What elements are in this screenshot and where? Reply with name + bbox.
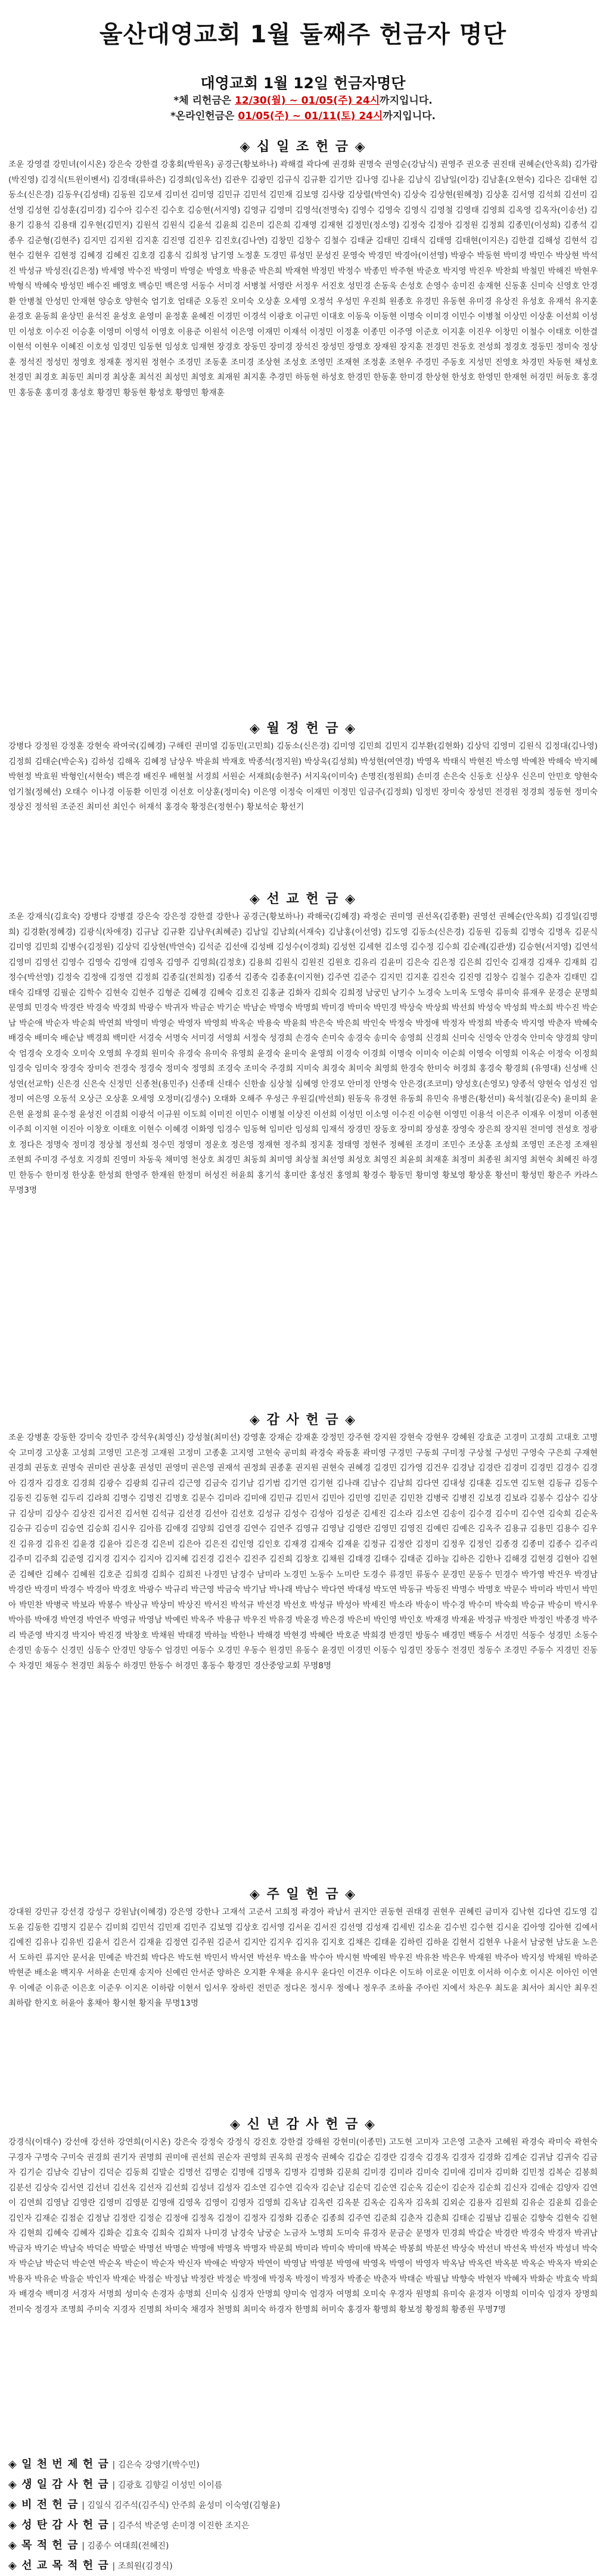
name-list-sunday: [8, 1905, 598, 2102]
page-subtitle: 대영교회 1월 12일 헌금자명단: [200, 75, 406, 92]
offering-label: ◈ 비 전 헌 금: [8, 2499, 79, 2511]
notes: [8, 93, 598, 124]
offering-row: [8, 2535, 598, 2556]
names-text: 강병다 강정원 강정훈 강현숙 곽여국(김혜경) 구해린 권미열 김동민(고민희) 김동소(신은경) 김미영 김민희 김민지 김부환(김현화) 김상덕 김영미 김원식 김정대(김나영) 김정희 김태순(박순옥) 김하성 김해옥 김혜정 남상우 박윤희 박재호 박종석(정지원) 박상욱(김성희) 박성현(여연경) 박영옥 박태식 박현진 박소영 박예찬 박해숙 박지혜 박현정 박효원 박형인(서현숙) 백은경 배진우 배현철 서경희 서원순 서재희(송현주) 서지욱(이미숙) 손명진(정원희) 손미경 손은숙 신동호 신상우 신은미 안민호 양현숙 엄기철(정혜선) 오태수 이나경 이동환 이민경 이선호 이상훈(정미숙) 이은영 이정숙 이재민 이정민 임금주(김정희) 임정빈 장미숙 장성민 전경원 정경희 정동현 정미숙 정상진 정석원 조준진 최미선 최인수 허재석 홍경숙 황정은(정현수) 황보석순 황선기: [8, 741, 598, 812]
section-heading-mission: ◈ 선 교 헌 금 ◈: [249, 892, 357, 907]
offering-label: ◈ 성 탄 감 사 헌 금: [8, 2519, 109, 2531]
names-text: 조운 강재식(김효숙) 강병다 강병결 강은숙 강은정 강한결 강한나 공경근(황보하나) 곽해국(김혜경) 곽정순 권미영 권선옥(김종환) 권영선 권혜순(안옥희) 김경일(김명희) 김경환(정혜경) 김광식(차애경) 김규남 김규환 김남우(최혜준) 김남일 김남희(서재숙) 김남홍(이선영) 김도영 김동소(신은경) 김동원 김동희 김명숙 김명옥 김문식 김미영 김민희 김병수(김정원) 김상덕 김상현(박연숙) 김석준 김선애 김성배 김성수(이경희) 김성헌 김세현 김소영 김수정 김수희 김순례(김관생) 김승현(서지영) 김연석 김영미 김영선 김영수 김영숙 김영애 김영옥 김영주 김영희(김정호) 김용희 김원식 김원진 김원호 김유리 김윤미 김은숙 김은정 김은희 김인숙 김재경 김재우 김재희 김정수(박선영) 김정숙 김정애 김정연 김정희 김종길(전희정) 김종석 김종숙 김종훈(이지현) 김주연 김준수 김지민 김지훈 김진숙 김진영 김창수 김철수 김춘자 김태민 김태숙 김태영 김필순 김학수 김현숙 김현주 김형준 김혜경 김혜숙 김호진 김홍균 김화자 김희숙 김희정 남궁민 남기수 노경숙 노미옥 도영숙 류미숙 류재우 문경순 문명희 문영희 민경숙 박경란 박경숙 박경희 박광수 박귀자 박금순 박기순 박남순 박명숙 박명희 박미경 박미숙 박민경 박상숙 박상희 박선희 박성숙 박성희 박소희 박수진 박순남 박순애 박순자 박순희 박연희 박영미 박영순 박영자 박영희 박옥순 박용숙 박윤희 박은숙 박은희 박인숙 박정숙 박정애 박정자 박정희 박종숙 박지영 박춘자 박혜숙 배경숙 배미숙 배순남 백경희 백미란 서경숙 서명숙 서미경 서영희 서정숙 성경희 손경숙 손미숙 송경숙 송미숙 송영희 신경희 신미숙 신영숙 안경숙 안미숙 양경희 양미숙 엄경숙 오경숙 오미숙 오영희 우경희 원미숙 유경숙 유미숙 유영희 윤경숙 윤미숙 윤영희 이경숙 이경희 이명숙 이미숙 이순희 이영숙 이영희 이옥순 이정숙 이정희 임경숙 임미숙 장경숙 장미숙 전경숙 정경숙 정미숙 정영희 조경숙 조미숙 주경희 지미숙 최경숙 최미숙 최영희 한경숙 한미숙 허경희 홍경숙 황경희 (유영대) 신성배 신성연(선교학) 신은경 신은숙 신정민 신종천(용민주) 신종태 신태수 신한솔 심상철 심혜영 안경모 안미정 안명숙 안은경(조코미) 양성호(손영모) 양종석 양현숙 엄성진 엄정미 여은영 오동석 오상근 오상훈 오세영 오정미(김생수) 오태화 오해주 우성근 우원길(박선희) 원동욱 유경현 유동희 유민숙 유병은(황선미) 육석철(김운숙) 윤미희 윤은현 윤정희 윤수정 윤성진 이겸희 이광석 이규원 이도희 이미진 이민수 이병철 이상진 이선희 이성민 이소영 이수진 이승현 이영민 이용석 이은주 이재우 이정미 이종현 이주희 이지현 이진아 이창호 이태호 이현수 이혜경 이화영 임경수 임동혁 임미란 임성희 임재석 장경민 장동호 장미희 장성훈 장영숙 장은희 장지원 전미영 전성호 정광호 정다은 정명숙 정미경 정상철 정선희 정수민 정영미 정운호 정은영 정재현 정주희 정지훈 정태영 정현주 정혜원 조경미 조민수 조상훈 조성희 조영민 조은정 조재원 조현희 주미경 주성호 지경희 진영미 차동욱 채미영 천상호 최경민 최동희 최미영 최상철 최선영 최성호 최영진 최윤희 최재훈 최정미 최종원 최지영 최현숙 최혜진 하경민 한동수 한미정 한상훈 한성희 한영주 한재원 한정미 허성진 허윤희 홍기석 홍미란 홍성진 홍영희 황경수 황동민 황미영 황보영 황상훈 황선미 황성민 황은주 카라스 무명3명: [8, 912, 598, 1195]
names-text: 조운 강영결 강민녀(이시온) 강은숙 강한결 강홍회(박원옥) 공경근(황보하나) 곽해결 곽다예 권경화 권명숙 권영순(강남식) 권영주 권오중 권진태 권혜순(안옥희) 김가람(박진영) 김경식(트윈이벤서) 김경태(류하은) 김경희(임옥선) 김관우 김광민 김규식 김규환 김기만 김나영 김나윤 김남식 김남일(이강) 김남훈(오현숙) 김다은 김대현 김동소(신은경) 김동우(김성태) 김동원 김모세 김미선 김미영 김민규 김민석 김민재 김보영 김사랑 김상렬(박연숙) 김상숙 김상현(원혜정) 김상훈 김서영 김석희 김선미 김선영 김성현 김성훈(김미경) 김수아 김수진 김수호 김승현(서지영) 김영규 김영미 김영석(전명숙) 김영수 김영숙 김영식 김영철 김영태 김영희 김옥영 김옥자(이송선) 김용기 김용석 김용태 김우현(김민지) 김원석 김원식 김윤석 김윤희 김은미 김은희 김재영 김재현 김정민(정소영) 김정숙 김정아 김정원 김정희 김종민(이성희) 김종석 김종우 김준형(김현주) 김지민 김지원 김지훈 김진영 김진우 김진호(김나연) 김창민 김창수 김철수 김태균 김태민 김태식 김태영 김태현(이지은) 김한결 김해성 김현석 김현수 김현우 김현정 김혜경 김혜진 김호경 김홍식 김희정 남기영 노정훈 도경민 류성민 문성진 문영숙 박경민 박경아(이선영) 박광수 박동현 박미경 박민수 박상현 박석진 박성규 박성진(김은정) 박세영 박수진 박영미 박영순 박영호 박용준 박은희 박재현 박정민 박정수 박종민 박주현 박준호 박지영 박진우 박찬희 박철민 박해진 박현우 박형식 박혜숙 방성민 배수진 배영호 백승민 백은영 서동수 서미경 서병철 서영란 서정우 서진호 성민경 손동욱 손성호 손영수 송미진 송재현 신동훈 신미숙 신영호 안경환 안병철 안성민 안재현 양승호 양현숙 엄기호 엄태준 오동진 오미숙 오상훈 오세영 오정석 우성민 우진희 원종호 유경민 유동현 유미경 유상진 유성호 유재석 유지훈 윤경호 윤동희 윤상민 윤석진 윤성호 윤영미 윤정훈 윤혜진 이경민 이경석 이광호 이규민 이대호 이동욱 이동현 이명숙 이미경 이민수 이병철 이상민 이상훈 이선희 이성민 이성호 이수진 이승훈 이영미 이영석 이영호 이용준 이원석 이은영 이재민 이재석 이정민 이정훈 이종민 이주영 이준호 이지훈 이진우 이창민 이철수 이태호 이한결 이현석 이현우 이혜진 이호성 임경민 임동현 임성호 임재현 장경호 장동민 장미경 장석진 장성민 장영호 장재원 장지훈 전경민 전동호 전성희 정경호 정동민 정미숙 정상훈 정석진 정성민 정영호 정재훈 정지원 정현수 조경민 조동훈 조미경 조상현 조성호 조영민 조재현 조정훈 조현우 주경민 주동호 지성민 진영호 차경민 차동현 채성호 천경민 최경호 최동민 최미경 최상훈 최석진 최성민 최영호 최재원 최지훈 추경민 하동현 하성호 한경민 한동훈 한미경 한상현 한성호 한영민 한재현 허경민 허동호 홍경민 홍동훈 홍미경 홍성호 황경민 황동현 황성호 황영민 황재훈: [8, 160, 598, 398]
section-heading-sunday: ◈ 주 일 헌 금 ◈: [249, 1887, 357, 1902]
offering-names: | 김은숙 강영기(박수민): [112, 2460, 200, 2470]
offering-names: | 김일식 김주석(김주식) 안주희 윤성미 이숙영(김형윤): [82, 2501, 281, 2510]
offering-row: [8, 2556, 598, 2576]
section-newyear: [8, 2115, 598, 2439]
section-heading-monthly: ◈ 월 정 헌 금 ◈: [249, 721, 357, 736]
page-title: 울산대영교회 1월 둘째주 헌금자 명단: [99, 21, 507, 48]
note-offline-prefix: *체 리헌금은: [173, 95, 232, 107]
section-thanksgiving: [8, 1410, 598, 1872]
name-list-mission: [8, 910, 598, 1397]
section-heading-tithe: ◈ 십 일 조 헌 금 ◈: [240, 139, 366, 154]
note-online-prefix: *온라인헌금은: [170, 110, 235, 122]
offering-names: | 조희원(김경식): [112, 2562, 173, 2571]
note-online-range: 01/05(주) ~ 01/11(토) 24시: [238, 110, 383, 122]
name-list-monthly: [8, 739, 598, 876]
offering-label: ◈ 생 일 감 사 헌 금: [8, 2478, 109, 2491]
offering-label: ◈ 선 교 목 적 헌 금: [8, 2559, 109, 2572]
name-list-newyear: [8, 2135, 598, 2439]
offering-row: [8, 2495, 598, 2515]
section-sunday: [8, 1885, 598, 2102]
section-mission: [8, 889, 598, 1397]
offering-row: [8, 2454, 598, 2475]
name-list-thanksgiving: [8, 1430, 598, 1872]
name-list-tithe: [8, 157, 598, 706]
offering-label: ◈ 일 천 번 제 헌 금: [8, 2458, 109, 2471]
names-text: 조운 강병훈 강동한 강미숙 강민주 강석우(최영신) 강성철(최미선) 강영훈 강재순 강재훈 강정민 강주현 강지원 강현숙 강현우 강혜원 강효준 고경미 고경희 고대호 고명숙 고미경 고상훈 고성희 고영민 고은정 고재원 고정미 고종훈 고지영 고현숙 공미희 곽경숙 곽동훈 곽미영 구경민 구동희 구미정 구상철 구성민 구영숙 구은희 구재현 권경희 권동호 권명숙 권미란 권상훈 권성민 권영미 권은영 권재석 권정희 권종훈 권지원 권현숙 권혜경 길경민 김가영 김건우 김경남 김경란 김경미 김경민 김경수 김경아 김경자 김경호 김경희 김광수 김광희 김규리 김근영 김금숙 김기남 김기범 김기연 김기현 김나래 김남수 김남희 김다연 김대성 김대훈 김도연 김도현 김동규 김동수 김동진 김동현 김두리 김라희 김명수 김명진 김명호 김문수 김미라 김미애 김민규 김민서 김민아 김민영 김민준 김민찬 김병국 김병진 김보경 김보라 김봉수 김삼수 김상규 김상미 김상수 김상진 김서진 김서현 김석규 김선경 김선아 김선호 김성규 김성수 김성아 김성준 김세진 김소라 김소연 김송이 김수경 김수미 김수연 김숙희 김순옥 김승규 김승미 김승연 김승희 김시우 김아름 김애경 김양희 김연경 김연수 김연주 김영규 김영남 김영란 김영민 김영진 김예린 김예은 김옥주 김용규 김용민 김용수 김우진 김유경 김유진 김윤경 김윤아 김은경 김은비 김은아 김은진 김인영 김인호 김재경 김재숙 김재윤 김정규 김정란 김정미 김정우 김정인 김종경 김종미 김종수 김주리 김주미 김주희 김준영 김지경 김지수 김지아 김지혜 김진경 김진수 김진주 김진희 김창호 김채원 김태경 김태수 김태준 김하늘 김하은 김한나 김해경 김현경 김현아 김현준 김혜란 김혜수 김혜원 김호준 김희경 김희수 김희진 나경민 남경수 남미라 노경민 노동수 노미란 도경수 류경민 류동수 문경민 문동수 민경수 박가영 박건우 박경남 박경란 박경미 박경수 박경아 박경호 박광수 박규리 박근영 박금숙 박기남 박나래 박남수 박다연 박대성 박도연 박동규 박동진 박명수 박명호 박문수 박미라 박민서 박민아 박민찬 박병국 박보라 박봉수 박상규 박상미 박상진 박서진 박석규 박선경 박선호 박성규 박성아 박세진 박소라 박송이 박수경 박수미 박숙희 박승규 박승미 박시우 박아름 박애경 박연경 박연주 박영규 박영남 박예린 박옥주 박용규 박우진 박유경 박윤경 박은경 박은비 박인영 박인호 박재경 박재윤 박정규 박정란 박정인 박종경 박주리 박준영 박지경 박지아 박진경 박창호 박채원 박태경 박하늘 박한나 박해경 박현경 박혜란 박호준 박희경 반경민 방동수 배경민 백동수 서경민 석동수 성경민 소동수 손경민 송동수 신경민 심동수 안경민 양동수 엄경민 여동수 오경민 우동수 원경민 유동수 윤경민 이경민 이동수 임경민 장동수 전경민 정동수 조경민 주동수 지경민 진동수 차경민 채동수 천경민 최동수 하경민 한동수 허경민 홍동수 황경민 경산중앙교회 무명8명: [8, 1433, 598, 1671]
note-online: [8, 108, 598, 124]
section-tithe: [8, 137, 598, 706]
note-offline-range: 12/30(월) ~ 01/05(주) 24시: [235, 95, 380, 107]
offering-names: | 김종수 여대희(전혜진): [82, 2541, 169, 2551]
offering-label: ◈ 목 적 헌 금: [8, 2539, 79, 2552]
note-online-suffix: 까지입니다.: [383, 110, 436, 122]
section-monthly: [8, 719, 598, 876]
offering-names: | 김광호 김향길 이성민 이이름: [112, 2481, 223, 2490]
names-text: 강경식(이태수) 강선애 강선하 강연희(이시온) 강은숙 강정숙 강정식 강진호 강한결 강해원 강현미(이종민) 고도현 고미자 고은영 고춘자 고혜원 곽경숙 곽미숙 곽현숙 구경자 구명숙 구미숙 권경희 권기자 권명희 권미애 권선희 권순자 권영희 권옥희 권정숙 권혜숙 김갑순 김경란 김경숙 김경옥 김경자 김경화 김계순 김귀남 김귀숙 김금자 김기순 김남숙 김남이 김덕순 김동희 김말순 김명선 김명순 김명애 김명옥 김명자 김명화 김문희 김미경 김미라 김미숙 김미애 김미자 김미화 김민정 김복순 김봉희 김분선 김상숙 김서연 김선녀 김선옥 김선자 김선희 김성녀 김성자 김소연 김수연 김숙자 김순남 김순덕 김순연 김순옥 김순이 김순자 김순희 김신자 김애순 김양자 김연이 김연희 김영남 김영란 김영미 김영분 김영애 김영옥 김영이 김영자 김영희 김옥남 김옥련 김옥분 김옥순 김옥자 김옥희 김외순 김용자 김원희 김유순 김윤희 김을순 김인자 김재순 김점순 김정남 김정란 김정순 김정애 김정옥 김정이 김정자 김정화 김종순 김종희 김주연 김준희 김춘자 김춘희 김태순 김필남 김필순 김향숙 김현숙 김현자 김현희 김혜숙 김혜자 김화순 김효숙 김희숙 김희자 나미경 남경숙 남궁순 노금자 노명희 도미숙 류경자 문금순 문명자 민경희 박갑순 박경란 박경숙 박경자 박귀남 박금자 박기순 박남숙 박덕순 박말순 박명선 박명순 박명애 박명옥 박명자 박문희 박미라 박미숙 박미애 박복순 박봉희 박분선 박상숙 박선녀 박선옥 박선자 박성녀 박숙자 박순남 박순덕 박순연 박순옥 박순이 박순자 박신자 박애순 박양자 박연이 박영남 박영분 박영애 박영옥 박영이 박영자 박옥남 박옥련 박옥분 박옥순 박옥자 박외순 박용자 박유순 박을순 박인자 박재순 박점순 박정남 박정란 박정순 박정애 박정옥 박정이 박정자 박종순 박춘자 박태순 박필남 박향숙 박현자 박혜자 박화순 박효숙 박희자 배경숙 백미경 서경자 서명희 성미숙 손경자 송명희 신미숙 심경자 안명희 양미숙 엄경자 여명희 오미숙 우경자 원명희 유미숙 윤경자 이명희 이미숙 임경자 장명희 전미숙 정경자 조명희 주미숙 지경자 진명희 차미숙 채경자 천명희 최미숙 하경자 한명희 허미숙 홍경자 황명희 황보정 황정희 황종원 무명7명: [8, 2137, 598, 2314]
names-text: 강대원 강민규 강선경 강성구 강원남(이혜경) 강은영 강한나 고재석 고준서 고희정 곽경아 곽남서 권지안 권동현 권태경 권현우 권혜린 금미자 김낙현 김다연 김도영 김도윤 김동한 김명지 김문수 김미희 김민석 김민재 김민주 김보영 김상호 김서영 김서윤 김서진 김선영 김성재 김세빈 김소윤 김수빈 김수현 김시윤 김아영 김아현 김예서 김예진 김유나 김유빈 김윤서 김은서 김재윤 김정연 김주원 김준서 김지안 김지우 김지유 김지호 김채은 김태윤 김하린 김하윤 김현서 김현우 나윤서 남궁현 남도윤 노은서 도하린 류지안 문서윤 민예준 박건희 박다은 박도현 박민서 박서연 박선우 박소율 박수아 박시현 박예원 박우진 박유찬 박은우 박재원 박주아 박지성 박채원 박하준 박현준 배소윤 백지우 서하윤 손민재 송지아 신예린 안서준 양하은 오지환 우채윤 유시우 윤다인 이건우 이다온 이도하 이로운 이민호 이서하 이수호 이시온 이아인 이연우 이예준 이유준 이은호 이준우 이지온 이하람 이현서 임서우 장하린 전민준 정다온 정시우 정예나 정우주 조하율 주아린 지예서 차은우 최도윤 최서아 최시안 최우진 최하람 한지호 허윤아 홍채아 황시현 황지율 무명13명: [8, 1907, 598, 2008]
section-heading-thanksgiving: ◈ 감 사 헌 금 ◈: [249, 1413, 357, 1427]
note-offline-suffix: 까지입니다.: [380, 95, 433, 107]
other-offerings: [8, 2454, 598, 2576]
section-heading-newyear: ◈ 신 년 감 사 헌 금 ◈: [230, 2117, 376, 2132]
note-offline: [8, 93, 598, 108]
offering-row: [8, 2475, 598, 2495]
offering-row: [8, 2515, 598, 2535]
offering-names: | 김주석 박준영 손미경 이진한 조지은: [112, 2521, 250, 2531]
